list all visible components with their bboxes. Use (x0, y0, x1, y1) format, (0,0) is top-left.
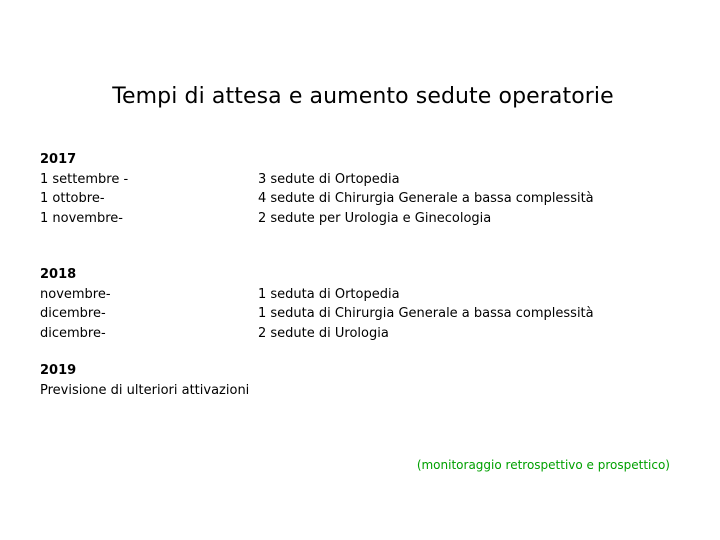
section-2018-details (258, 285, 594, 344)
section-2017-dates (40, 150, 128, 228)
detail-line: 1 seduta di Ortopedia (258, 286, 400, 302)
date-line: dicembre- (40, 325, 106, 341)
detail-line: 3 sedute di Ortopedia (258, 171, 400, 187)
section-year: 2018 (40, 267, 77, 282)
detail-line: 2 sedute di Urologia (258, 325, 389, 341)
section-year: 2017 (40, 152, 77, 167)
date-line: novembre- (40, 286, 111, 302)
forecast-line: Previsione di ulteriori attivazioni (40, 382, 250, 398)
date-line: dicembre- (40, 306, 106, 321)
date-line: 1 novembre- (40, 210, 123, 226)
monitoring-note: (monitoraggio retrospettivo e prospettico) (416, 458, 670, 472)
detail-line: 2 sedute per Urologia e Ginecologia (258, 210, 492, 226)
detail-line: 1 seduta di Chirurgia Generale a bassa complessità (258, 306, 594, 321)
page-title: Tempi di attesa e aumento sedute operatorie (112, 84, 614, 109)
date-line: 1 ottobre- (40, 191, 105, 206)
section-2019 (40, 361, 249, 400)
section-2018-dates (40, 265, 111, 343)
section-year: 2019 (40, 363, 77, 378)
date-line: 1 settembre - (40, 171, 129, 187)
section-2017-details (258, 170, 594, 229)
detail-line: 4 sedute di Chirurgia Generale a bassa complessità (258, 191, 594, 206)
